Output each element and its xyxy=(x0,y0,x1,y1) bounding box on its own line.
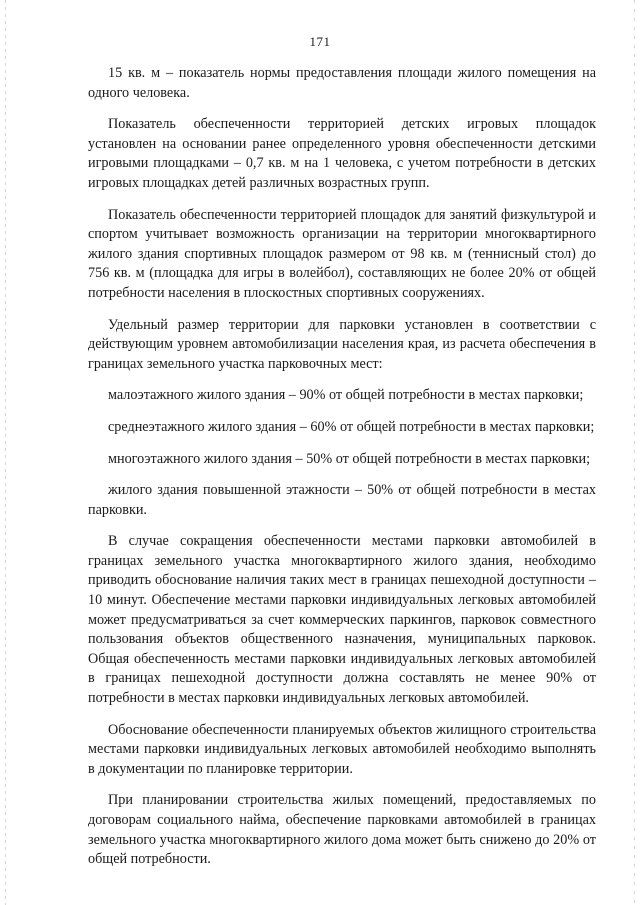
paragraph-parking-high-rise: жилого здания повышенной этажности – 50% от общей потребности в местах парковки. xyxy=(88,482,596,518)
document-body xyxy=(88,64,596,882)
paragraph-social-housing: При планировании строительства жилых помещений, предоставляемых по договорам социального найма, обеспечение парковками автомобилей в границах земельного участка многоквартирного жилого дома может быть снижено до 20% от общей потребности. xyxy=(88,792,596,868)
scan-edge-left xyxy=(5,0,6,905)
paragraph-parking-mid-rise: среднеэтажного жилого здания – 60% от общей потребности в местах парковки; xyxy=(108,418,595,435)
scan-edge-right xyxy=(634,0,635,905)
paragraph-playgrounds: Показатель обеспеченности территорией детских игровых площадок установлен на основании ранее определенного уровня обеспеченности детскими игровыми площадками – 0,7 кв. м на 1 человека, с учетом потребности в детских игровых площадках детей различных возрастных групп. xyxy=(88,116,596,191)
paragraph-parking-reduction: В случае сокращения обеспеченности местами парковки автомобилей в границах земельного участка многоквартирного жилого здания, необходимо приводить обоснование наличия таких мест в границах пешеходной доступности – 10 минут. Обеспечение местами парковки индивидуальных легковых автомобилей может предусматриваться за счет коммерческих паркингов, парковок совместного пользования объектов общественного назначения, муниципальных парковок. Общая обеспеченность местами парковки индивидуальных легковых автомобилей в границах пешеходной доступности должна составлять не менее 90% от потребности в местах парковки индивидуальных легковых автомобилей. xyxy=(88,533,596,707)
paragraph-parking-low-rise: малоэтажного жилого здания – 90% от общей потребности в местах парковки; xyxy=(108,387,584,404)
paragraph-parking-multi-storey: многоэтажного жилого здания – 50% от общей потребности в местах парковки; xyxy=(108,450,591,467)
paragraph-parking-intro: Удельный размер территории для парковки установлен в соответствии с действующим уровнем автомобилизации населения края, из расчета обеспечения в границах земельного участка парковочных мест: xyxy=(88,316,596,372)
page-number: 171 xyxy=(309,34,331,49)
paragraph-sports-grounds: Показатель обеспеченности территорией площадок для занятий физкультурой и спортом учитывает возможность организации на территории многоквартирного жилого здания спортивных площадок размером от 98 кв. м (теннисный стол) до 756 кв. м (площадка для игры в волейбол), составляющих не более 20% от общей потребности населения в плоскостных спортивных сооружениях. xyxy=(88,206,596,301)
paragraph-parking-justification: Обоснование обеспеченности планируемых объектов жилищного строительства местами парковки индивидуальных легковых автомобилей необходимо выполнять в документации по планировке территории. xyxy=(88,721,596,777)
paragraph-living-area-norm: 15 кв. м – показатель нормы предоставления площади жилого помещения на одного человека. xyxy=(88,65,596,101)
